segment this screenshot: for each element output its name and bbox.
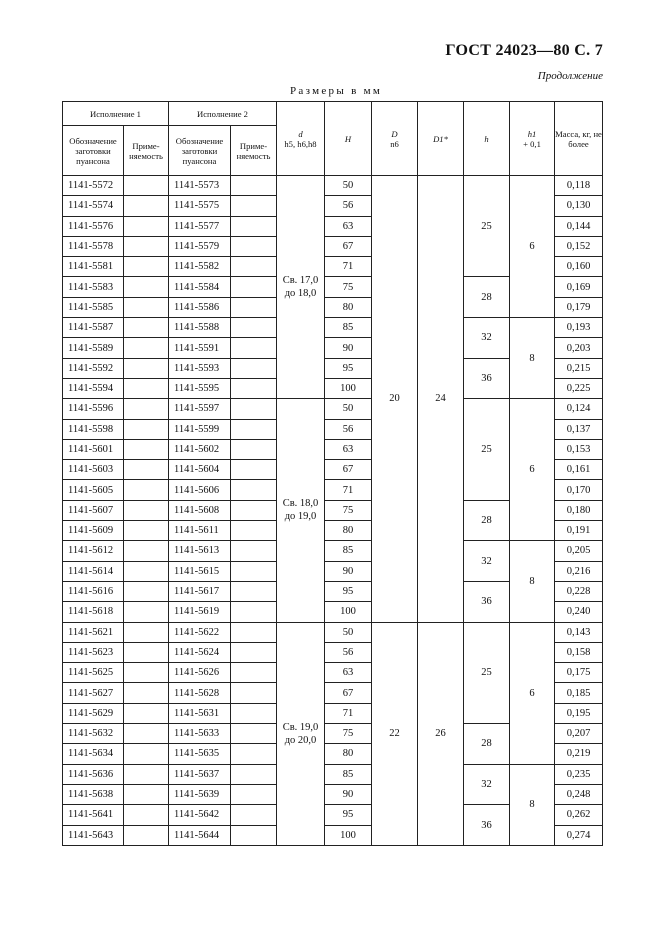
applicability-execution-1	[124, 236, 169, 256]
designation-execution-2: 1141-5573	[169, 176, 231, 196]
applicability-execution-2	[231, 378, 277, 398]
mass-cell: 0,207	[555, 724, 603, 744]
designation-execution-2: 1141-5602	[169, 439, 231, 459]
height-h1-cell: 6	[510, 176, 555, 318]
designation-execution-1: 1141-5598	[63, 419, 124, 439]
header-d	[277, 102, 325, 176]
mass-cell: 0,180	[555, 500, 603, 520]
applicability-execution-2	[231, 277, 277, 297]
designation-execution-2: 1141-5582	[169, 257, 231, 277]
height-h-cell: 32	[464, 764, 510, 805]
applicability-execution-2	[231, 318, 277, 338]
designation-execution-1: 1141-5616	[63, 581, 124, 601]
applicability-execution-2	[231, 419, 277, 439]
height-H-cell: 100	[325, 378, 372, 398]
designation-execution-2: 1141-5591	[169, 338, 231, 358]
designation-execution-2: 1141-5599	[169, 419, 231, 439]
header-d-symbol: d	[298, 128, 303, 139]
designation-execution-2: 1141-5637	[169, 764, 231, 784]
designation-execution-1: 1141-5605	[63, 480, 124, 500]
applicability-execution-2	[231, 257, 277, 277]
diameter-range-cell: Св. 19,0 до 20,0	[277, 622, 325, 845]
height-h-cell: 32	[464, 318, 510, 359]
height-h-cell: 36	[464, 805, 510, 846]
designation-execution-1: 1141-5594	[63, 378, 124, 398]
height-H-cell: 56	[325, 419, 372, 439]
designation-execution-2: 1141-5635	[169, 744, 231, 764]
applicability-execution-1	[124, 805, 169, 825]
height-H-cell: 90	[325, 338, 372, 358]
designation-execution-2: 1141-5644	[169, 825, 231, 845]
mass-cell: 0,248	[555, 784, 603, 804]
height-h-cell: 28	[464, 500, 510, 541]
height-H-cell: 75	[325, 500, 372, 520]
designation-execution-1: 1141-5636	[63, 764, 124, 784]
table-row	[63, 541, 603, 561]
mass-cell: 0,170	[555, 480, 603, 500]
designation-execution-1: 1141-5587	[63, 318, 124, 338]
designation-execution-2: 1141-5642	[169, 805, 231, 825]
applicability-execution-2	[231, 784, 277, 804]
applicability-execution-1	[124, 724, 169, 744]
height-H-cell: 63	[325, 216, 372, 236]
header-h1	[510, 102, 555, 176]
continued-label: Продолжение	[537, 70, 603, 82]
applicability-execution-2	[231, 358, 277, 378]
applicability-execution-1	[124, 460, 169, 480]
applicability-execution-1	[124, 277, 169, 297]
designation-execution-1: 1141-5629	[63, 703, 124, 723]
mass-cell: 0,228	[555, 581, 603, 601]
height-H-cell: 95	[325, 805, 372, 825]
designation-execution-1: 1141-5576	[63, 216, 124, 236]
applicability-execution-2	[231, 561, 277, 581]
designation-execution-1: 1141-5621	[63, 622, 124, 642]
height-H-cell: 50	[325, 622, 372, 642]
applicability-execution-1	[124, 297, 169, 317]
designation-execution-1: 1141-5578	[63, 236, 124, 256]
mass-cell: 0,152	[555, 236, 603, 256]
designation-execution-2: 1141-5584	[169, 277, 231, 297]
designation-execution-2: 1141-5619	[169, 602, 231, 622]
height-H-cell: 75	[325, 724, 372, 744]
height-H-cell: 71	[325, 480, 372, 500]
height-h-cell: 25	[464, 176, 510, 277]
applicability-execution-1	[124, 622, 169, 642]
designation-execution-1: 1141-5601	[63, 439, 124, 459]
designation-execution-1: 1141-5618	[63, 602, 124, 622]
table-body	[63, 176, 603, 846]
applicability-execution-2	[231, 297, 277, 317]
applicability-execution-1	[124, 764, 169, 784]
height-h1-cell: 8	[510, 764, 555, 845]
designation-execution-2: 1141-5595	[169, 378, 231, 398]
height-h1-cell: 8	[510, 541, 555, 622]
designation-execution-2: 1141-5608	[169, 500, 231, 520]
applicability-execution-1	[124, 338, 169, 358]
mass-cell: 0,118	[555, 176, 603, 196]
height-H-cell: 85	[325, 764, 372, 784]
applicability-execution-1	[124, 663, 169, 683]
mass-cell: 0,205	[555, 541, 603, 561]
height-H-cell: 71	[325, 257, 372, 277]
designation-execution-2: 1141-5639	[169, 784, 231, 804]
height-H-cell: 63	[325, 439, 372, 459]
designation-execution-2: 1141-5613	[169, 541, 231, 561]
mass-cell: 0,215	[555, 358, 603, 378]
mass-cell: 0,185	[555, 683, 603, 703]
header-mass: Масса, кг, не более	[555, 102, 603, 176]
applicability-execution-2	[231, 521, 277, 541]
applicability-execution-2	[231, 460, 277, 480]
diameter-D1-cell: 26	[418, 622, 464, 845]
height-h-cell: 36	[464, 581, 510, 622]
mass-cell: 0,195	[555, 703, 603, 723]
applicability-execution-1	[124, 642, 169, 662]
designation-execution-2: 1141-5604	[169, 460, 231, 480]
designation-execution-1: 1141-5614	[63, 561, 124, 581]
height-h-cell: 25	[464, 622, 510, 723]
applicability-execution-2	[231, 500, 277, 520]
designation-execution-2: 1141-5597	[169, 399, 231, 419]
designation-execution-1: 1141-5572	[63, 176, 124, 196]
applicability-execution-1	[124, 602, 169, 622]
designation-execution-1: 1141-5581	[63, 257, 124, 277]
height-h1-cell: 6	[510, 399, 555, 541]
mass-cell: 0,158	[555, 642, 603, 662]
designation-execution-1: 1141-5643	[63, 825, 124, 845]
designation-execution-1: 1141-5612	[63, 541, 124, 561]
height-H-cell: 95	[325, 358, 372, 378]
applicability-execution-1	[124, 439, 169, 459]
applicability-execution-1	[124, 581, 169, 601]
applicability-execution-1	[124, 358, 169, 378]
applicability-execution-1	[124, 399, 169, 419]
designation-execution-1: 1141-5589	[63, 338, 124, 358]
header-D1: D1*	[418, 102, 464, 176]
header-D	[372, 102, 418, 176]
designation-execution-1: 1141-5609	[63, 521, 124, 541]
applicability-execution-2	[231, 602, 277, 622]
applicability-execution-1	[124, 318, 169, 338]
mass-cell: 0,124	[555, 399, 603, 419]
applicability-execution-2	[231, 683, 277, 703]
designation-execution-2: 1141-5606	[169, 480, 231, 500]
applicability-execution-1	[124, 257, 169, 277]
height-H-cell: 56	[325, 196, 372, 216]
designation-execution-2: 1141-5624	[169, 642, 231, 662]
header-applicability-1: Приме- няемость	[124, 126, 169, 176]
designation-execution-1: 1141-5603	[63, 460, 124, 480]
applicability-execution-2	[231, 439, 277, 459]
diameter-range-cell: Св. 17,0 до 18,0	[277, 176, 325, 399]
designation-execution-2: 1141-5615	[169, 561, 231, 581]
designation-execution-2: 1141-5579	[169, 236, 231, 256]
applicability-execution-1	[124, 500, 169, 520]
applicability-execution-2	[231, 236, 277, 256]
designation-execution-1: 1141-5574	[63, 196, 124, 216]
designation-execution-1: 1141-5583	[63, 277, 124, 297]
height-H-cell: 67	[325, 683, 372, 703]
applicability-execution-1	[124, 784, 169, 804]
diameter-D-cell: 20	[372, 176, 418, 623]
mass-cell: 0,130	[555, 196, 603, 216]
height-H-cell: 67	[325, 460, 372, 480]
mass-cell: 0,175	[555, 663, 603, 683]
designation-execution-1: 1141-5596	[63, 399, 124, 419]
height-H-cell: 50	[325, 176, 372, 196]
height-H-cell: 80	[325, 744, 372, 764]
mass-cell: 0,153	[555, 439, 603, 459]
height-h-cell: 36	[464, 358, 510, 399]
height-H-cell: 75	[325, 277, 372, 297]
mass-cell: 0,193	[555, 318, 603, 338]
mass-cell: 0,169	[555, 277, 603, 297]
designation-execution-2: 1141-5575	[169, 196, 231, 216]
height-h-cell: 28	[464, 277, 510, 318]
designation-execution-2: 1141-5588	[169, 318, 231, 338]
applicability-execution-2	[231, 663, 277, 683]
applicability-execution-1	[124, 703, 169, 723]
applicability-execution-1	[124, 216, 169, 236]
applicability-execution-2	[231, 399, 277, 419]
table-row	[63, 176, 603, 196]
applicability-execution-2	[231, 176, 277, 196]
designation-execution-2: 1141-5626	[169, 663, 231, 683]
diameter-D1-cell: 24	[418, 176, 464, 623]
mass-cell: 0,235	[555, 764, 603, 784]
header-D-tolerance: n6	[390, 138, 399, 149]
mass-cell: 0,143	[555, 622, 603, 642]
applicability-execution-2	[231, 622, 277, 642]
mass-cell: 0,137	[555, 419, 603, 439]
applicability-execution-1	[124, 541, 169, 561]
height-h-cell: 32	[464, 541, 510, 582]
dimensions-table	[62, 101, 603, 846]
height-h1-cell: 8	[510, 318, 555, 399]
mass-cell: 0,191	[555, 521, 603, 541]
header-h1-symbol: h1	[527, 128, 537, 139]
designation-execution-2: 1141-5593	[169, 358, 231, 378]
height-H-cell: 63	[325, 663, 372, 683]
height-H-cell: 80	[325, 521, 372, 541]
mass-cell: 0,240	[555, 602, 603, 622]
designation-execution-1: 1141-5607	[63, 500, 124, 520]
applicability-execution-1	[124, 825, 169, 845]
applicability-execution-2	[231, 764, 277, 784]
applicability-execution-1	[124, 196, 169, 216]
height-H-cell: 67	[325, 236, 372, 256]
designation-execution-2: 1141-5577	[169, 216, 231, 236]
table-row	[63, 764, 603, 784]
designation-execution-1: 1141-5638	[63, 784, 124, 804]
mass-cell: 0,262	[555, 805, 603, 825]
designation-execution-2: 1141-5628	[169, 683, 231, 703]
applicability-execution-1	[124, 378, 169, 398]
designation-execution-2: 1141-5631	[169, 703, 231, 723]
height-H-cell: 71	[325, 703, 372, 723]
applicability-execution-2	[231, 581, 277, 601]
units-caption: Размеры в мм	[290, 85, 383, 97]
applicability-execution-2	[231, 196, 277, 216]
mass-cell: 0,225	[555, 378, 603, 398]
applicability-execution-2	[231, 703, 277, 723]
height-H-cell: 90	[325, 561, 372, 581]
applicability-execution-2	[231, 216, 277, 236]
mass-cell: 0,161	[555, 460, 603, 480]
header-h1-tolerance: + 0,1	[523, 138, 541, 149]
header-d-tolerance: h5, h6,h8	[284, 138, 317, 149]
mass-cell: 0,274	[555, 825, 603, 845]
designation-execution-1: 1141-5627	[63, 683, 124, 703]
applicability-execution-2	[231, 541, 277, 561]
height-h-cell: 28	[464, 724, 510, 765]
height-h1-cell: 6	[510, 622, 555, 764]
applicability-execution-1	[124, 521, 169, 541]
applicability-execution-1	[124, 683, 169, 703]
table-row	[63, 318, 603, 338]
header-h: h	[464, 102, 510, 176]
applicability-execution-2	[231, 805, 277, 825]
designation-execution-1: 1141-5585	[63, 297, 124, 317]
designation-execution-2: 1141-5586	[169, 297, 231, 317]
designation-execution-1: 1141-5634	[63, 744, 124, 764]
diameter-range-cell: Св. 18,0 до 19,0	[277, 399, 325, 622]
applicability-execution-2	[231, 825, 277, 845]
applicability-execution-1	[124, 744, 169, 764]
height-H-cell: 56	[325, 642, 372, 662]
header-designation-2: Обозначение заготовки пуансона	[169, 126, 231, 176]
header-designation-1: Обозначение заготовки пуансона	[63, 126, 124, 176]
height-H-cell: 80	[325, 297, 372, 317]
designation-execution-2: 1141-5622	[169, 622, 231, 642]
mass-cell: 0,216	[555, 561, 603, 581]
applicability-execution-2	[231, 744, 277, 764]
header-H: H	[325, 102, 372, 176]
applicability-execution-2	[231, 642, 277, 662]
applicability-execution-1	[124, 419, 169, 439]
applicability-execution-1	[124, 480, 169, 500]
header-D-symbol: D	[391, 128, 398, 139]
designation-execution-2: 1141-5611	[169, 521, 231, 541]
mass-cell: 0,203	[555, 338, 603, 358]
mass-cell: 0,219	[555, 744, 603, 764]
header-applicability-2: Приме- няемость	[231, 126, 277, 176]
height-h-cell: 25	[464, 399, 510, 500]
applicability-execution-2	[231, 338, 277, 358]
page-header: ГОСТ 24023—80 С. 7	[445, 42, 603, 59]
applicability-execution-2	[231, 724, 277, 744]
table-header	[63, 102, 603, 176]
designation-execution-1: 1141-5625	[63, 663, 124, 683]
designation-execution-1: 1141-5623	[63, 642, 124, 662]
table-row	[63, 399, 603, 419]
applicability-execution-1	[124, 176, 169, 196]
height-H-cell: 85	[325, 318, 372, 338]
height-H-cell: 85	[325, 541, 372, 561]
header-execution-2: Исполнение 2	[169, 102, 277, 126]
height-H-cell: 100	[325, 825, 372, 845]
table-row	[63, 622, 603, 642]
designation-execution-1: 1141-5641	[63, 805, 124, 825]
designation-execution-1: 1141-5592	[63, 358, 124, 378]
applicability-execution-2	[231, 480, 277, 500]
height-H-cell: 100	[325, 602, 372, 622]
mass-cell: 0,144	[555, 216, 603, 236]
applicability-execution-1	[124, 561, 169, 581]
mass-cell: 0,160	[555, 257, 603, 277]
designation-execution-2: 1141-5633	[169, 724, 231, 744]
mass-cell: 0,179	[555, 297, 603, 317]
height-H-cell: 50	[325, 399, 372, 419]
height-H-cell: 95	[325, 581, 372, 601]
designation-execution-1: 1141-5632	[63, 724, 124, 744]
header-execution-1: Исполнение 1	[63, 102, 169, 126]
designation-execution-2: 1141-5617	[169, 581, 231, 601]
diameter-D-cell: 22	[372, 622, 418, 845]
height-H-cell: 90	[325, 784, 372, 804]
